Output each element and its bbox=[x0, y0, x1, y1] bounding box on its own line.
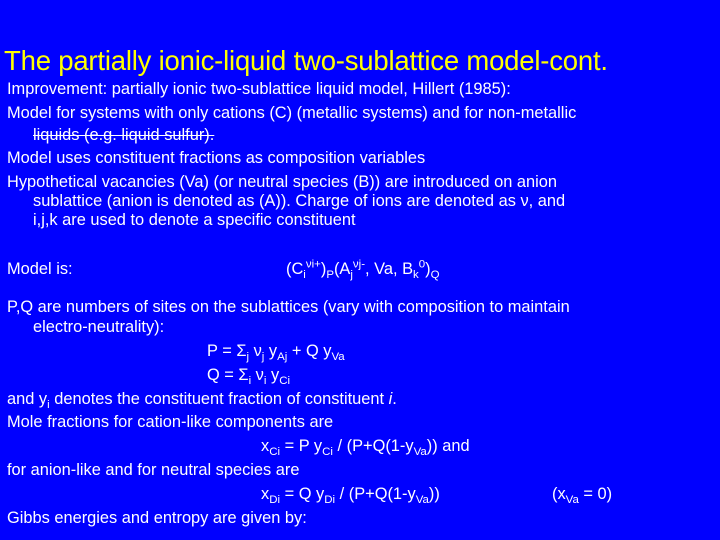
mole-fractions-text: Mole fractions for cation-like components are bbox=[7, 413, 334, 431]
equation-q: $Q = \Sigma_i$ $\nu_i$ $y_{Ci}$ bbox=[207, 366, 291, 388]
gibbs-energies-text: Gibbs energies and entropy are given by: bbox=[7, 509, 307, 527]
improvement-text: Improvement: partially ionic two-sublattice liquid model, Hillert (1985): bbox=[7, 80, 511, 98]
sites-text: P,Q are numbers of sites on the sublattices (vary with composition to maintain bbox=[7, 298, 570, 316]
slide-title: The partially ionic-liquid two-sublattice model-cont. bbox=[4, 45, 608, 76]
sites-text-cont: electro-neutrality): bbox=[33, 318, 165, 336]
equation-x-va: $(x_{Va} = 0)$ bbox=[552, 485, 613, 507]
equation-p: $P = \Sigma_j$ $\nu_j$ $y_{Aj} + Q$ $y_{Va}$ bbox=[207, 342, 345, 364]
model-formula: $(C_i^{\nu i+})_P(A_j^{\nu j-}$, Va, $B_k^0)_Q$ bbox=[286, 258, 440, 282]
vacancies-text: Hypothetical vacancies (Va) (or neutral species (B)) are introduced on anion bbox=[7, 173, 557, 191]
vacancies-text-cont2: i,j,k are used to denote a specific constituent bbox=[33, 211, 356, 229]
constituent-fraction-definition: and $y_i$ denotes the constituent fraction of constituent i. bbox=[7, 390, 397, 412]
constituent-fractions-text: Model uses constituent fractions as composition variables bbox=[7, 149, 426, 167]
model-label: Model is: bbox=[7, 260, 73, 278]
equation-x-anion: $x_{Di} = Q$ $y_{Di} / (P+Q(1-y_{Va}))$ bbox=[261, 485, 440, 507]
anion-species-text: for anion-like and for neutral species are bbox=[7, 461, 300, 479]
equation-x-cation: $x_{Ci} = P$ $y_{Ci} / (P+Q(1-y_{Va}))$ and bbox=[261, 437, 470, 459]
vacancies-text-cont1: sublattice (anion is denoted as (A)). Charge of ions are denoted as ν, and bbox=[33, 192, 566, 210]
model-systems-text-cont: liquids (e.g. liquid sulfur). bbox=[33, 126, 215, 144]
model-systems-text: Model for systems with only cations (C) (metallic systems) and for non-metallic bbox=[7, 104, 577, 122]
